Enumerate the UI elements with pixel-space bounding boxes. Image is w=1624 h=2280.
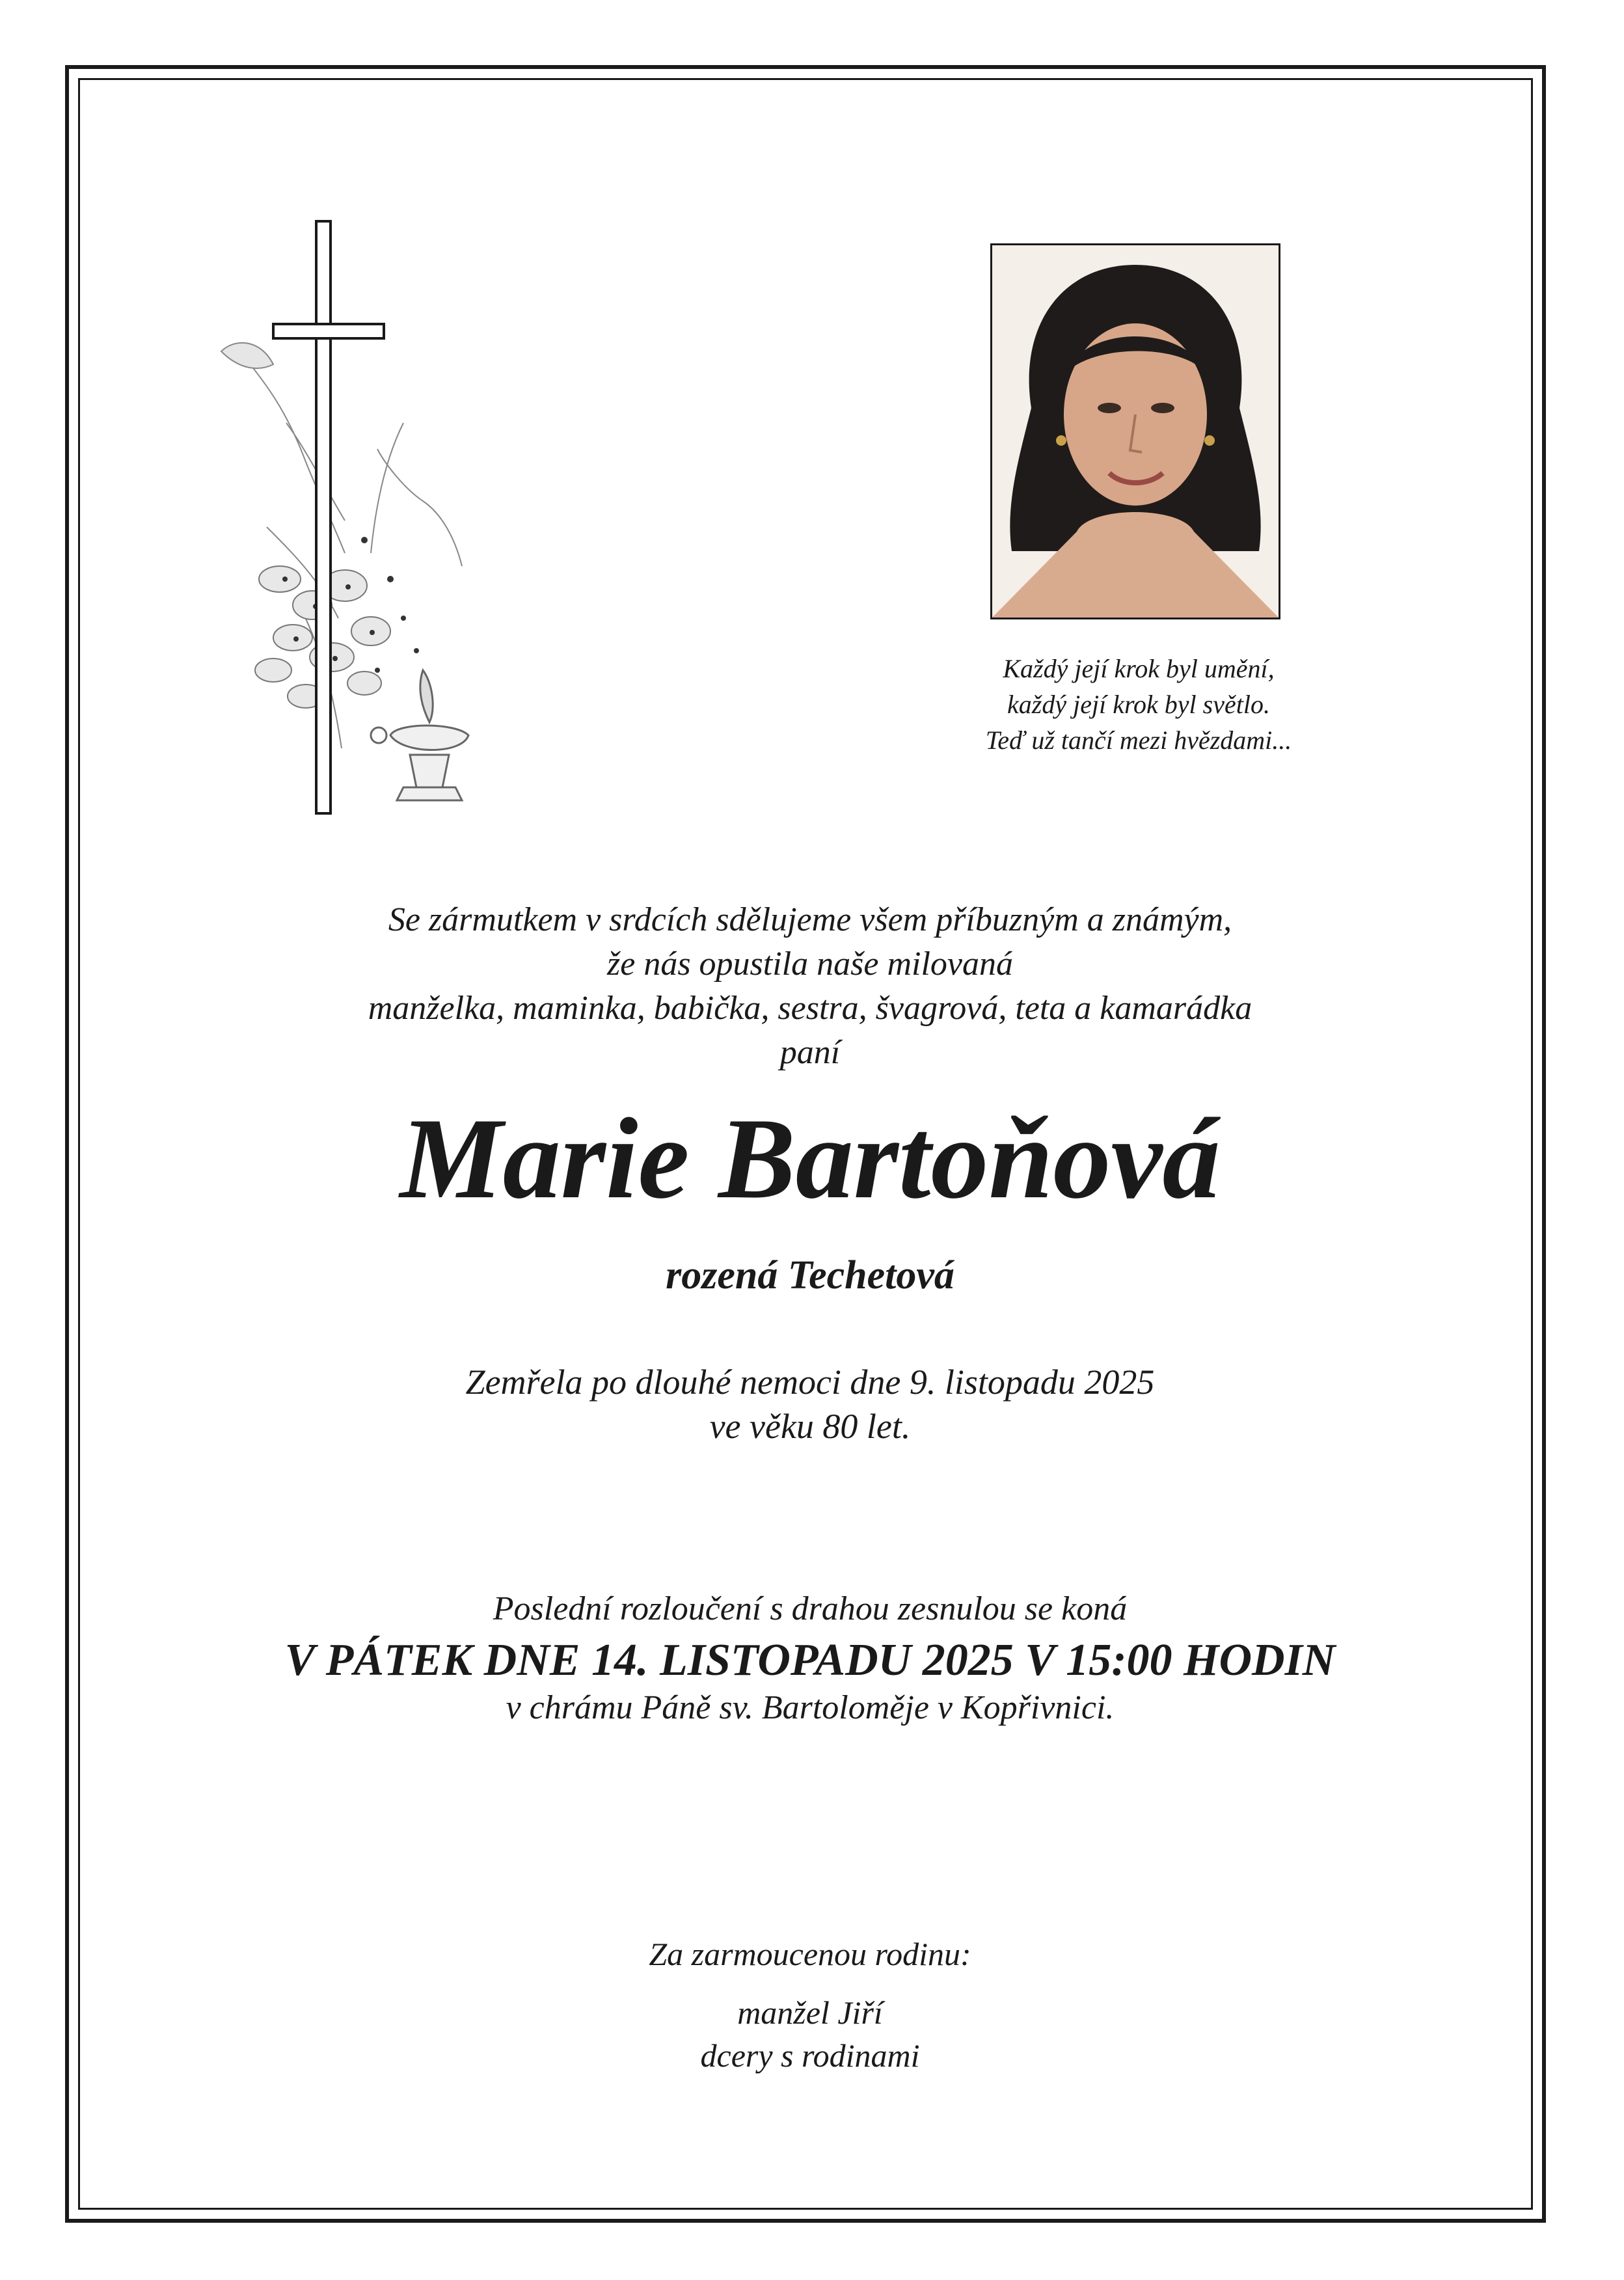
death-line: ve věku 80 let. <box>709 1407 911 1446</box>
death-line: Zemřela po dlouhé nemoci dne 9. listopadu 2025 <box>465 1363 1155 1402</box>
poem-line: Každý její krok byl umění, <box>1003 654 1275 683</box>
announcement-line: paní <box>779 1034 841 1071</box>
announcement-line: manželka, maminka, babička, sestra, švagrová, teta a kamarádka <box>368 990 1252 1027</box>
poem-line: každý její krok byl světlo. <box>1007 690 1270 719</box>
cross-with-flowers-icon <box>208 215 521 820</box>
deceased-name: Marie Bartoňová <box>399 1094 1221 1223</box>
portrait-photo <box>990 243 1280 619</box>
funeral-datetime: V PÁTEK DNE 14. LISTOPADU 2025 V 15:00 HODIN <box>284 1635 1336 1685</box>
announcement <box>195 898 1425 1075</box>
death-info <box>195 1360 1425 1448</box>
portrait-icon <box>992 245 1279 618</box>
announcement-line: Se zármutkem v srdcích sdělujeme všem příbuzným a známým, <box>388 901 1232 938</box>
family-intro: Za zarmoucenou rodinu: <box>649 1936 971 1972</box>
family-member: manžel Jiří <box>737 1994 883 2031</box>
poem-line: Teď už tančí mezi hvězdami... <box>985 726 1292 755</box>
poem <box>898 651 1379 758</box>
family-members <box>195 1991 1425 2077</box>
announcement-line: že nás opustila naše milovaná <box>607 945 1013 983</box>
birth-name: rozená Techetová <box>666 1253 954 1297</box>
funeral-place: v chrámu Páně sv. Bartoloměje v Kopřivnici. <box>506 1689 1115 1726</box>
funeral-intro: Poslední rozloučení s drahou zesnulou se koná <box>493 1590 1128 1627</box>
family-member: dcery s rodinami <box>700 2037 920 2074</box>
